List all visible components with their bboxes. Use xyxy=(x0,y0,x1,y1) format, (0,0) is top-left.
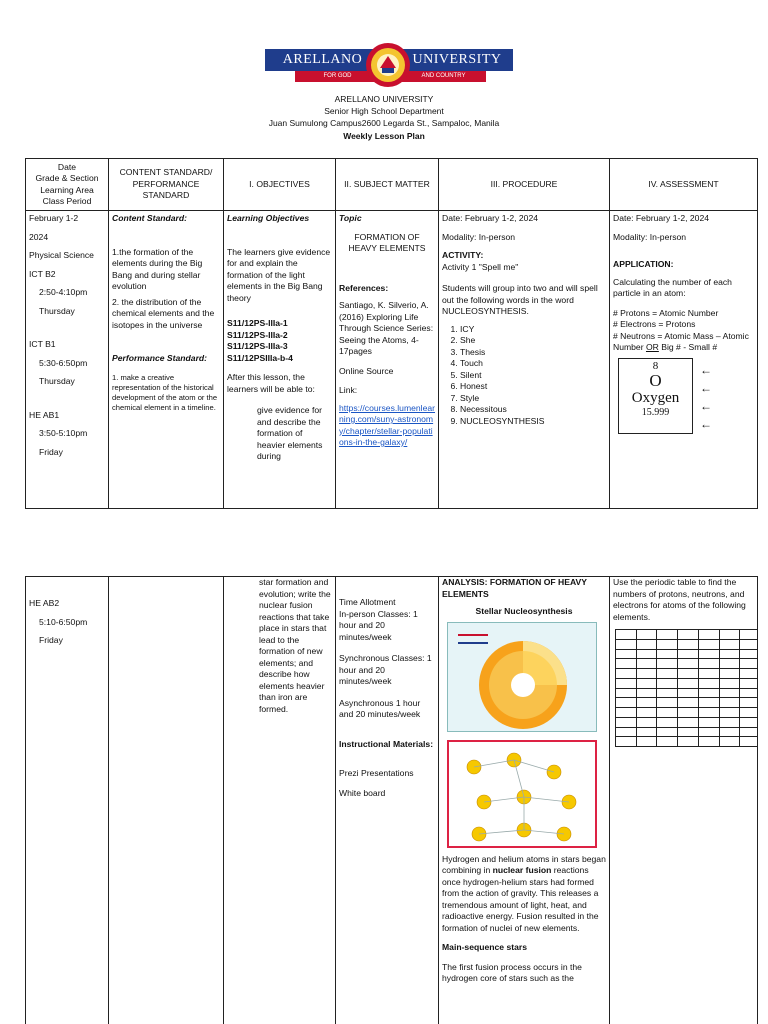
periodic-table-worksheet xyxy=(615,629,758,747)
fusion-chain-diagram xyxy=(447,740,597,848)
arrow-left-icon: ← xyxy=(700,398,712,413)
col-header-objectives: I. OBJECTIVES xyxy=(224,159,336,211)
date-section-cell-2: HE AB2 5:10-6:50pm Friday xyxy=(26,577,109,1024)
logo-left-text: ARELLANO xyxy=(265,49,380,71)
logo-right-text: UNIVERSITY xyxy=(401,49,513,71)
arrow-left-icon: ← xyxy=(700,362,712,377)
university-seal-icon xyxy=(365,42,411,88)
star-cutaway-icon xyxy=(448,623,597,732)
col-header-subject-matter: II. SUBJECT MATTER xyxy=(336,159,439,211)
content-standard-cell: Content Standard: 1.the formation of the elements during the Big Bang and during stellar evolution 2. the distribution of the chemical elements and the isotopes in the universe Performance Standard: 1. make a creative representation of the historical development of the atom or the chemical element in a timeline. xyxy=(109,211,224,509)
assessment-cell-2: Use the periodic table to find the numbers of protons, neutrons, and electrons for atoms of the following elements. xyxy=(610,577,758,1024)
logo-left-motto: FOR GOD xyxy=(295,71,380,82)
arrow-left-icon: ← xyxy=(700,380,712,395)
procedure-cell: Date: February 1-2, 2024 Modality: In-person ACTIVITY: Activity 1 "Spell me" Students will group into two and will spell out the following words in the word NUCLEOSYNTHESIS. 1. ICY 2. She 3. Thesis 4. Touch 5. Silent 6. Honest 7. Style 8. Necessitous 9. NUCLEOSYNTHESIS xyxy=(439,211,610,509)
date-section-cell: February 1-2 2024 Physical Science ICT B2 2:50-4:10pm Thursday ICT B1 5:30-6:50pm Thursday HE AB1 3:50-5:10pm Friday xyxy=(26,211,109,509)
campus-address: Juan Sumulong Campus2600 Legarda St., Sampaloc, Manila xyxy=(268,118,500,128)
plan-title: Weekly Lesson Plan xyxy=(343,131,425,141)
logo-right-motto: AND COUNTRY xyxy=(401,71,486,82)
procedure-cell-2: ANALYSIS: FORMATION OF HEAVY ELEMENTS Stellar Nucleosynthesis Hydrogen and helium atoms in stars began combining in nuclear fusion reactions once hydrogen-helium stars had formed from the action of gravity. This releases a tremendous amount of light, heat, and radioactive energy. Fusion resulted in the formation of nuclei of new elements. Main-sequence stars The first fusion process occurs in the hydrogen core of stars such as the xyxy=(439,577,610,1024)
lesson-plan-table-page1 xyxy=(25,158,758,509)
reference-link[interactable]: https://courses.lumenlearning.com/suny-astronomy/chapter/stellar-populations-in-the-galaxy/ xyxy=(339,402,436,447)
assessment-cell: Date: February 1-2, 2024 Modality: In-person APPLICATION: Calculating the number of each particle in an atom: # Protons = Atomic Number # Electrons = Protons # Neutrons = Atomic Mass – Atomic Number OR Big # - Small # 8 O Oxygen 15.999 ← ← ← ← xyxy=(610,211,758,509)
col-header-assessment: IV. ASSESSMENT xyxy=(610,159,758,211)
arrow-left-icon: ← xyxy=(700,416,712,431)
stellar-nucleosynthesis-title: Stellar Nucleosynthesis xyxy=(475,606,573,616)
col-header-procedure: III. PROCEDURE xyxy=(439,159,610,211)
department-name: Senior High School Department xyxy=(324,106,444,116)
stellar-nucleosynthesis-image xyxy=(447,622,597,732)
subject-matter-cell-2: Time Allotment In-person Classes: 1 hour and 20 minutes/week Synchronous Classes: 1 hour and 20 minutes/week Asynchronous 1 hour and 20 minutes/week Instructional Materials: Prezi Presentations White board xyxy=(336,577,439,1024)
fusion-reaction-icon xyxy=(449,742,597,848)
objectives-cell-2: star formation and evolution; write the nuclear fusion reactions that take place in stars that lead to the formation of new elements; and describe how elements heavier than iron are formed. xyxy=(224,577,336,1024)
university-logo xyxy=(265,45,510,87)
col-header-standard: CONTENT STANDARD/ PERFORMANCE STANDARD xyxy=(109,159,224,211)
objectives-cell: Learning Objectives The learners give evidence for and explain the formation of the light elements in the Big Bang theory S11/12PS-IIIa-1 S11/12PS-IIIa-2 S11/12PS-IIIa-3 S11/12PSIIIa-b-4 After this lesson, the learners will be able to: give evidence for and describe the formation of heavier elements during xyxy=(224,211,336,509)
subject-matter-cell: Topic FORMATION OF HEAVY ELEMENTS References: Santiago, K. Silverio, A. (2016) Exploring Life Through Science Series: Seeing the Atoms, 4-17pages Online Source Link: https://courses.lumenlearning.com/suny-astronomy/chapter/stellar-populations-in-the-galaxy/ xyxy=(336,211,439,509)
col-header-date: Date Grade & Section Learning Area Class Period xyxy=(26,159,109,211)
oxygen-element-tile: 8 O Oxygen 15.999 ← ← ← ← xyxy=(618,358,693,434)
university-name: ARELLANO UNIVERSITY xyxy=(334,94,434,104)
lesson-plan-table-page2 xyxy=(25,576,758,1024)
content-standard-cell-2 xyxy=(109,577,224,1024)
spell-me-word-list: 1. ICY 2. She 3. Thesis 4. Touch 5. Silent 6. Honest 7. Style 8. Necessitous 9. NUCLEOSYNTHESIS xyxy=(442,324,606,428)
arrow-indicators xyxy=(697,361,715,433)
